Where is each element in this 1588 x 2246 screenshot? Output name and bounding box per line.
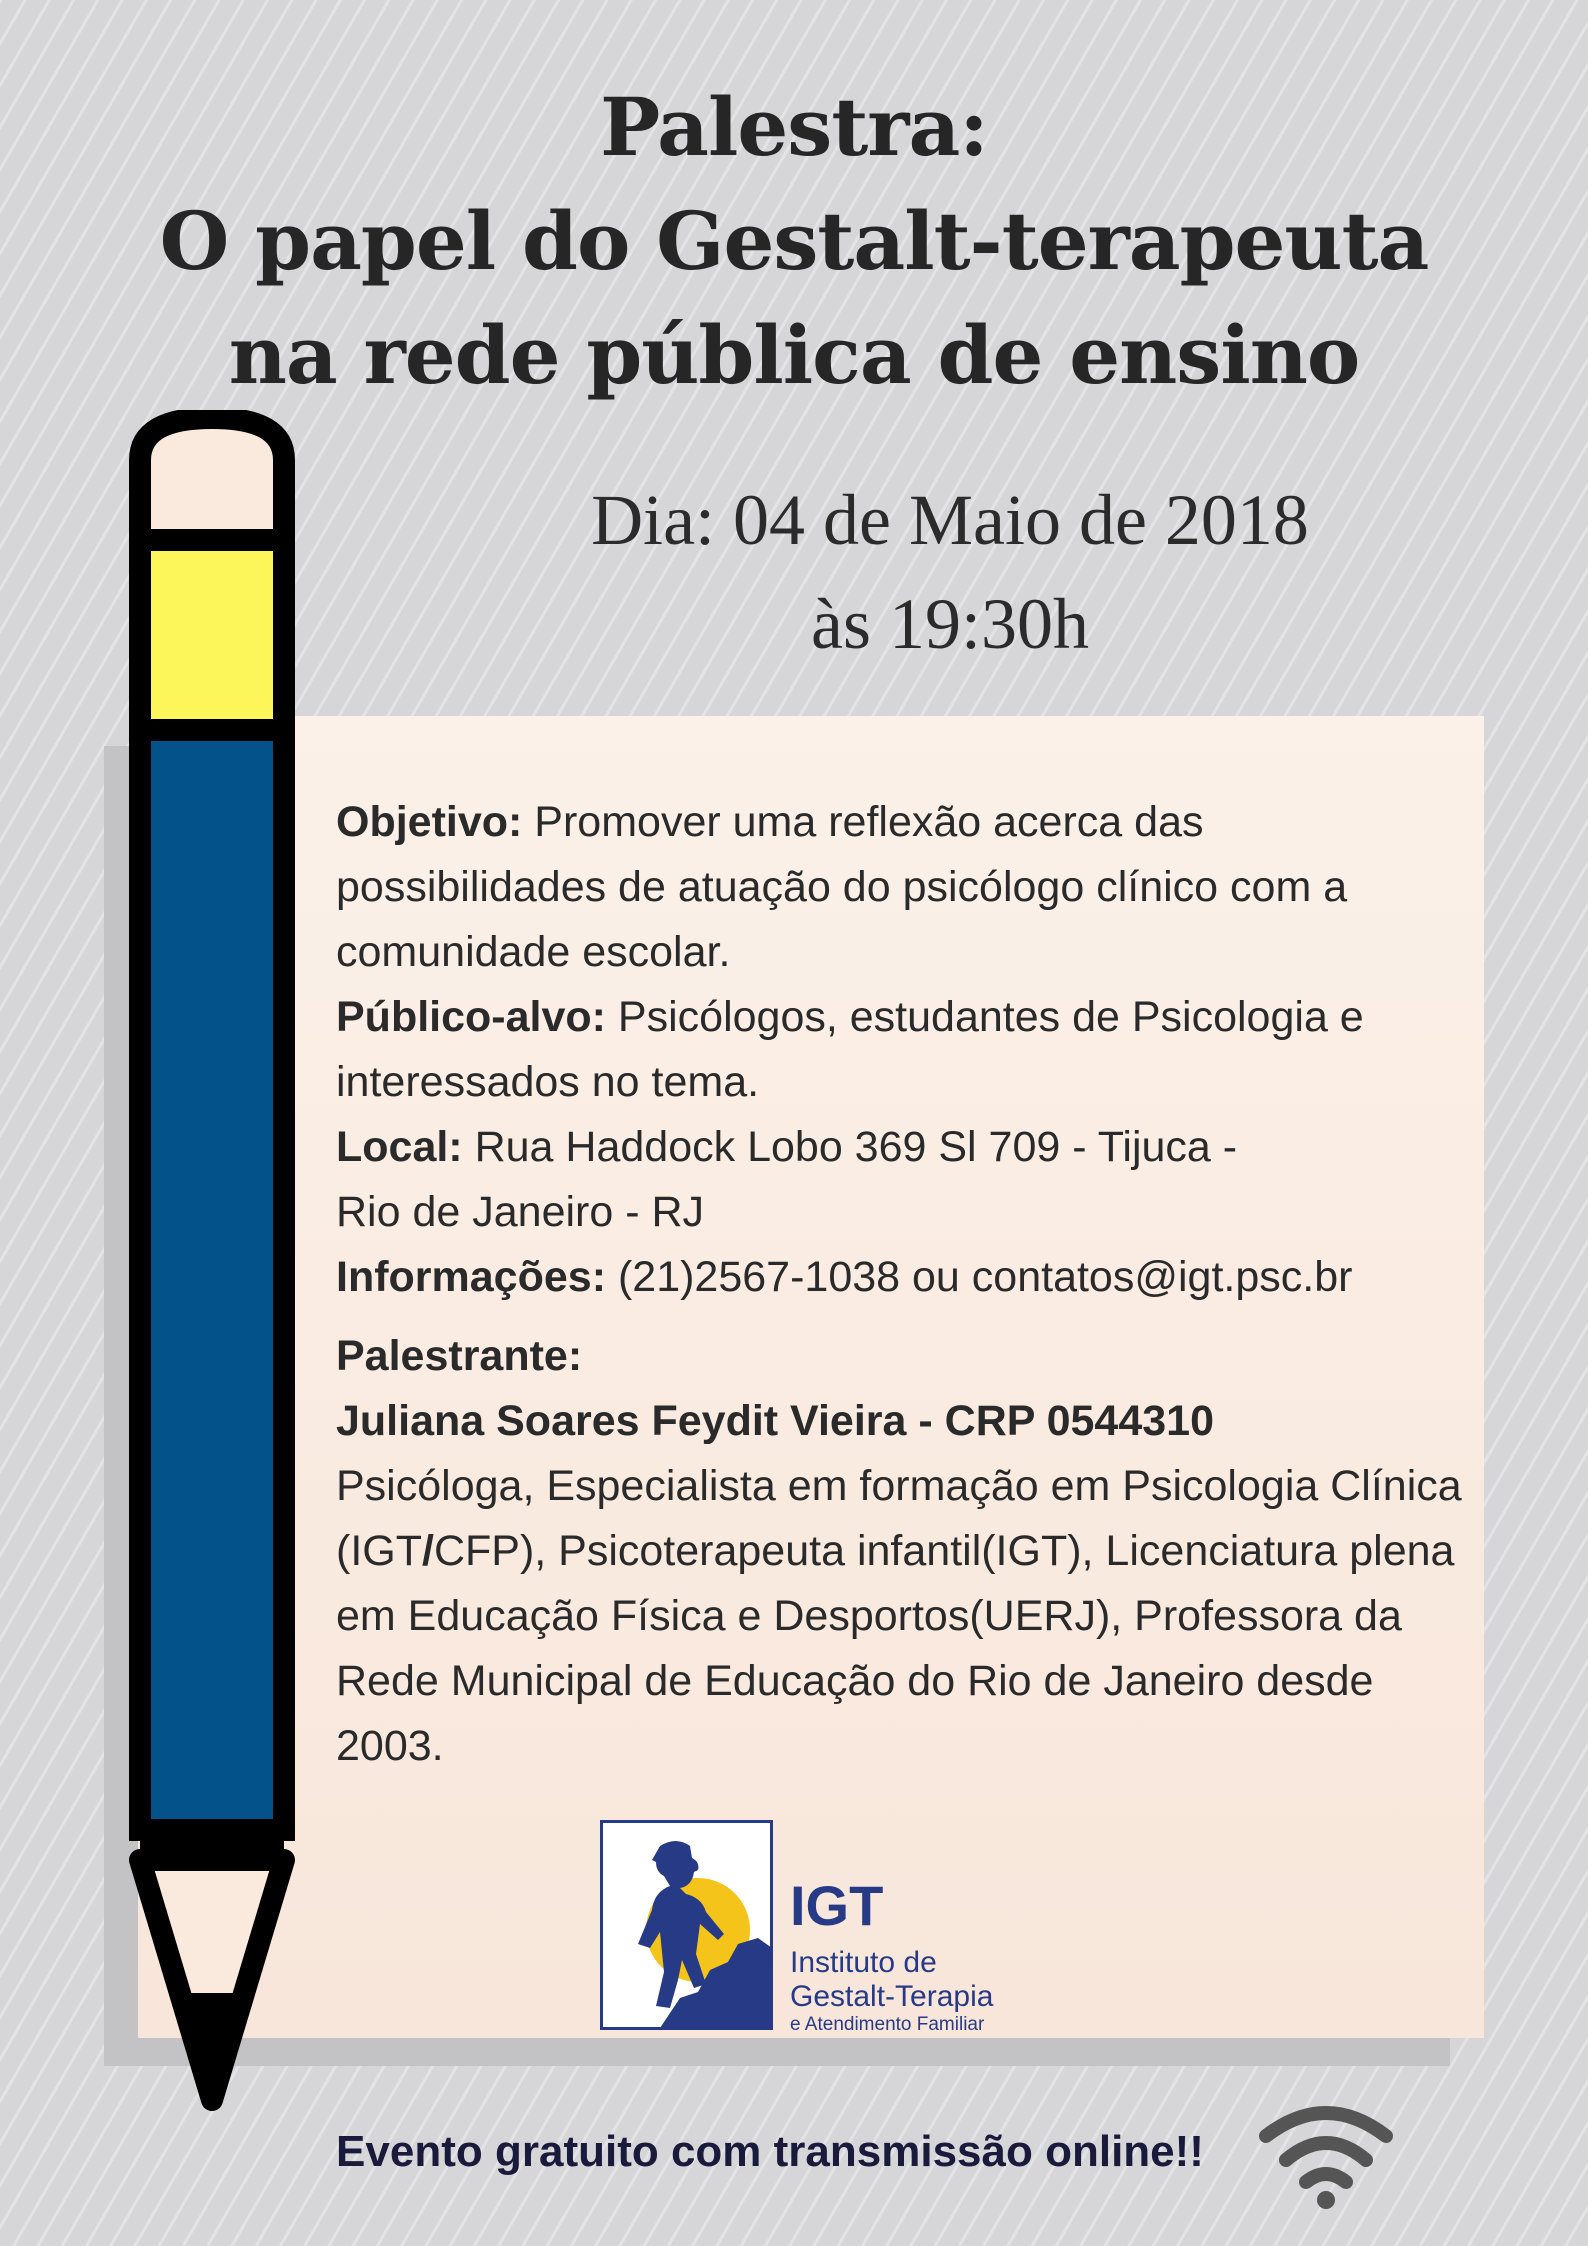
title-line-1: Palestra: [600, 80, 988, 174]
logo-line-2: Gestalt-Terapia [790, 1980, 994, 2013]
publico-label: Público-alvo: [336, 993, 606, 1041]
wifi-icon [1256, 2100, 1396, 2210]
event-date: Dia: 04 de Maio de 2018 [591, 480, 1309, 560]
title-line-3: na rede pública de ensino [228, 308, 1360, 402]
pencil-icon [124, 410, 304, 2120]
title-line-2: O papel do Gestalt-terapeuta [159, 194, 1429, 288]
info-paragraph [336, 1245, 1476, 1310]
speaker-name [336, 1389, 1476, 1454]
logo-line-3: e Atendimento Familiar [790, 2014, 985, 2035]
publico-paragraph [336, 985, 1476, 1115]
info-label: Informações: [336, 1253, 607, 1301]
local-line-1: Rua Haddock Lobo 369 Sl 709 - Tijuca - [462, 1123, 1238, 1171]
speaker-label [336, 1324, 1476, 1389]
speaker-name-text: Juliana Soares Feydit Vieira - CRP 0544310 [336, 1397, 1214, 1445]
objetivo-label: Objetivo: [336, 798, 523, 846]
publico-text: Psicólogos, estudantes de Psicologia e interessados no tema. [336, 993, 1364, 1106]
speaker-bio-slash: / [421, 1527, 434, 1575]
speaker-bio [336, 1454, 1476, 1779]
speaker-label-text: Palestrante: [336, 1332, 583, 1380]
speaker-bio-part-2: CFP), Psicoterapeuta infantil(IGT), Licenciatura plena em Educação Física e Desportos(UERJ), Professora da Rede Municipal de Educação do Rio de Janeiro desde 2003. [336, 1527, 1455, 1770]
local-paragraph [336, 1115, 1476, 1245]
objetivo-text: Promover uma reflexão acerca das possibilidades de atuação do psicólogo clínico com a comunidade escolar. [336, 798, 1348, 976]
local-label: Local: [336, 1123, 463, 1171]
objetivo-paragraph [336, 790, 1476, 985]
info-text: (21)2567-1038 ou contatos@igt.psc.br [606, 1253, 1353, 1301]
event-details [336, 790, 1476, 1779]
page-title [0, 70, 1588, 412]
event-time: às 19:30h [811, 584, 1089, 664]
speaker-bio-part-1: Psicóloga, Especialista em formação em Psicologia Clínica (IGT [336, 1462, 1462, 1575]
logo-abbr: IGT [790, 1874, 884, 1937]
event-datetime [500, 468, 1400, 676]
logo-line-1: Instituto de [790, 1946, 937, 1979]
local-line-2: Rio de Janeiro - RJ [336, 1188, 705, 1236]
footer-text: Evento gratuito com transmissão online!! [336, 2127, 1204, 2176]
